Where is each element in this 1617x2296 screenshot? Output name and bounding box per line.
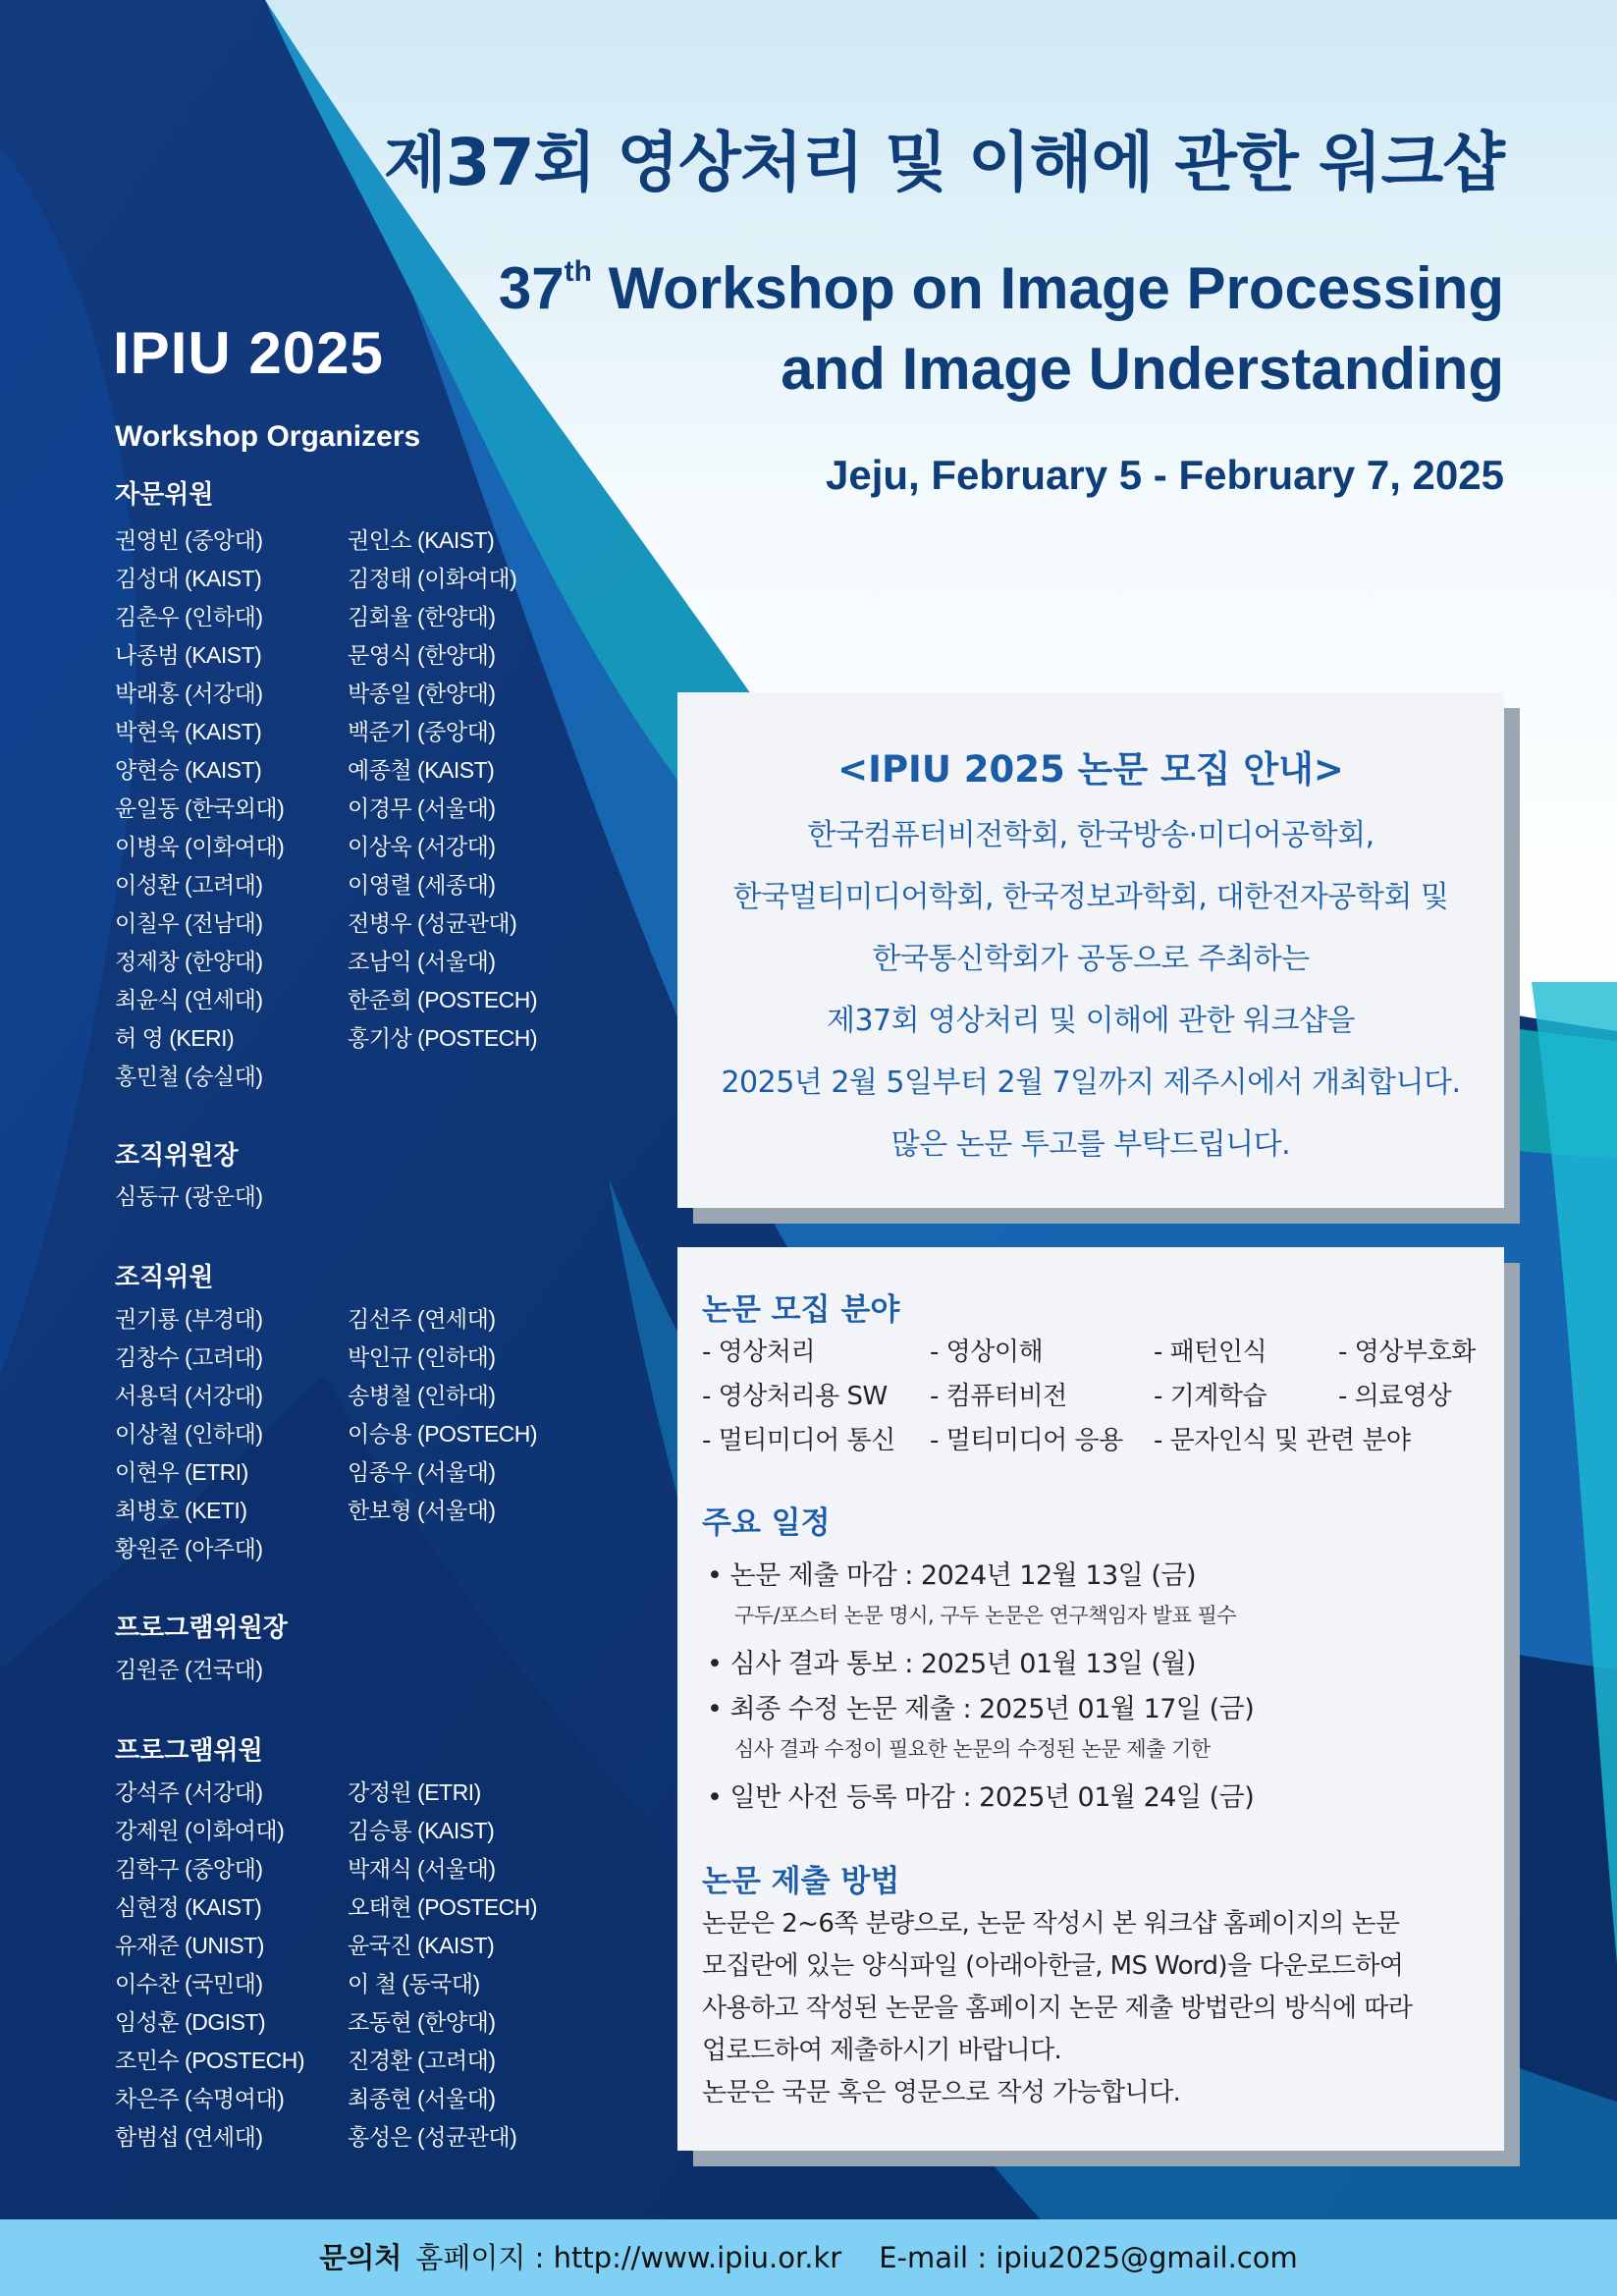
committee-member: 임성훈 (DGIST)	[115, 2009, 266, 2035]
title-en-line1-text: Workshop on Image Processing	[591, 255, 1504, 321]
schedule-item	[707, 1687, 1254, 1763]
field-item: - 영상처리	[702, 1338, 816, 1367]
committee-member: 이성환 (고려대)	[115, 872, 263, 898]
notice-panel	[677, 692, 1504, 1208]
committee-member: 최종현 (서울대)	[348, 2086, 496, 2111]
event-date: Jeju, February 5 - February 7, 2025	[826, 452, 1504, 498]
committee-title: 조직위원	[115, 1263, 214, 1292]
committee-member: 서용덕 (서강대)	[115, 1383, 263, 1408]
title-en-number: 37	[498, 255, 565, 321]
committee-list	[115, 1300, 566, 1568]
committee-row	[115, 598, 566, 636]
committee-member: 박래홍 (서강대)	[115, 681, 263, 706]
method-line: 논문은 국문 혹은 영문으로 작성 가능합니다.	[702, 2078, 1181, 2107]
committee-member: 차은주 (숙명여대)	[115, 2086, 285, 2111]
committee-member: 송병철 (인하대)	[348, 1383, 496, 1408]
fields-grid	[702, 1331, 1497, 1463]
committee-member: 김회율 (한양대)	[348, 604, 496, 629]
method-body	[702, 1903, 1487, 2114]
committee-member: 한준희 (POSTECH)	[348, 987, 538, 1012]
title-en-suffix: th	[564, 255, 592, 288]
committee-member: 홍기상 (POSTECH)	[348, 1025, 538, 1051]
title-english	[499, 232, 1504, 410]
field-item: - 영상이해	[930, 1338, 1044, 1367]
committee-member: 조민수 (POSTECH)	[115, 2048, 305, 2073]
committee-row	[115, 943, 566, 981]
fields-row	[702, 1375, 1497, 1419]
fields-title: 논문 모집 분야	[702, 1292, 900, 1328]
notice-line: 2025년 2월 5일부터 2월 7일까지 제주시에서 개최합니다.	[721, 1066, 1461, 1100]
committee-row	[115, 828, 566, 866]
committee-member: 이현우 (ETRI)	[115, 1459, 248, 1485]
committee-row	[115, 713, 566, 751]
advisory-list	[115, 521, 566, 1096]
committee-row	[115, 1492, 566, 1530]
title-english-line2: and Image Understanding	[781, 336, 1504, 402]
committee-member: 이승용 (POSTECH)	[348, 1421, 538, 1447]
brand-title: IPIU 2025	[113, 320, 384, 386]
committee-member: 정제창 (한양대)	[115, 949, 263, 974]
committee-row	[115, 1965, 566, 2003]
notice-line: 한국멀티미디어학회, 한국정보과학회, 대한전자공학회 및	[732, 880, 1449, 914]
chair-title: 조직위원장	[115, 1141, 239, 1171]
committee-member: 문영식 (한양대)	[348, 642, 496, 668]
schedule-item	[707, 1776, 1254, 1814]
committee-member: 최병호 (KETI)	[115, 1498, 247, 1523]
committee-member: 양현승 (KAIST)	[115, 757, 262, 783]
committee-member: 나종범 (KAIST)	[115, 642, 262, 668]
field-item: - 컴퓨터비전	[930, 1382, 1067, 1411]
program-title: 프로그램위원	[115, 1736, 263, 1766]
schedule-date: • 심사 결과 통보 : 2025년 01월 13일 (월)	[707, 1649, 1196, 1679]
title-korean: 제37회 영상처리 및 이해에 관한 워크샵	[383, 125, 1504, 200]
info-panel	[677, 1247, 1504, 2151]
committee-row	[115, 1927, 566, 1965]
committee-member: 한보형 (서울대)	[348, 1498, 496, 1523]
committee-row	[115, 1774, 566, 1812]
committee-member: 권인소 (KAIST)	[348, 527, 495, 553]
committee-member: 박현욱 (KAIST)	[115, 719, 262, 744]
committee-row	[115, 1300, 566, 1339]
committee-member: 이수찬 (국민대)	[115, 1971, 263, 1996]
field-item: - 영상처리용 SW	[702, 1382, 888, 1411]
schedule-note: 구두/포스터 논문 명시, 구두 논문은 연구책임자 발표 필수	[734, 1604, 1237, 1627]
committee-member: 전병우 (성균관대)	[348, 910, 517, 936]
program-list	[115, 1774, 566, 2157]
committee-row	[115, 1339, 566, 1377]
committee-row	[115, 1530, 566, 1568]
field-item: - 패턴인식	[1154, 1338, 1267, 1367]
committee-member: 백준기 (중앙대)	[348, 719, 496, 744]
organizers-column	[0, 0, 628, 2219]
email-link[interactable]: E-mail : ipiu2025@gmail.com	[879, 2241, 1298, 2274]
committee-member: 김승룡 (KAIST)	[348, 1818, 495, 1843]
contact-label: 문의처	[319, 2241, 403, 2274]
committee-member: 권영빈 (중앙대)	[115, 527, 263, 553]
committee-member: 박재식 (서울대)	[348, 1856, 496, 1882]
committee-row	[115, 2003, 566, 2042]
field-item: - 의료영상	[1338, 1382, 1452, 1411]
committee-row	[115, 751, 566, 790]
committee-row	[115, 904, 566, 943]
homepage-link[interactable]: 홈페이지 : http://www.ipiu.or.kr	[415, 2241, 842, 2274]
committee-row	[115, 1058, 566, 1096]
committee-member: 권기룡 (부경대)	[115, 1306, 263, 1332]
committee-row	[115, 866, 566, 904]
schedule-title: 주요 일정	[702, 1505, 831, 1541]
committee-member: 김성대 (KAIST)	[115, 566, 262, 591]
schedule-date: • 일반 사전 등록 마감 : 2025년 01월 24일 (금)	[707, 1782, 1255, 1813]
committee-member: 허 영 (KERI)	[115, 1025, 235, 1051]
notice-body	[677, 804, 1504, 1175]
committee-row	[115, 1812, 566, 1850]
committee-row	[115, 790, 566, 828]
committee-member: 함범섭 (연세대)	[115, 2124, 263, 2150]
committee-member: 최윤식 (연세대)	[115, 987, 263, 1012]
committee-member: 이칠우 (전남대)	[115, 910, 263, 936]
schedule-date: • 최종 수정 논문 제출 : 2025년 01월 17일 (금)	[707, 1694, 1255, 1724]
committee-member: 김선주 (연세대)	[348, 1306, 496, 1332]
committee-member: 조남익 (서울대)	[348, 949, 496, 974]
schedule-item	[707, 1642, 1196, 1680]
committee-member: 강석주 (서강대)	[115, 1779, 263, 1805]
committee-member: 이경무 (서울대)	[348, 795, 496, 821]
committee-member: 김정태 (이화여대)	[348, 566, 517, 591]
committee-row	[115, 1415, 566, 1453]
committee-row	[115, 1888, 566, 1927]
organizers-heading: Workshop Organizers	[115, 420, 421, 453]
committee-member: 조동현 (한양대)	[348, 2009, 496, 2035]
field-item: - 문자인식 및 관련 분야	[1154, 1426, 1411, 1455]
chair-list	[115, 1177, 566, 1216]
committee-member: 심동규 (광운대)	[115, 1183, 263, 1209]
committee-row	[115, 1651, 566, 1689]
schedule-note: 심사 결과 수정이 필요한 논문의 수정된 논문 제출 기한	[734, 1737, 1211, 1761]
committee-member: 윤일동 (한국외대)	[115, 795, 285, 821]
committee-row	[115, 981, 566, 1019]
notice-title: <IPIU 2025 논문 모집 안내>	[837, 748, 1344, 791]
committee-member: 이병욱 (이화여대)	[115, 834, 285, 859]
field-item: - 멀티미디어 응용	[930, 1426, 1123, 1455]
title-english-line1	[499, 232, 1504, 329]
notice-line: 한국컴퓨터비전학회, 한국방송·미디어공학회,	[807, 818, 1374, 852]
committee-row	[115, 1453, 566, 1492]
committee-member: 박종일 (한양대)	[348, 681, 496, 706]
field-item: - 기계학습	[1154, 1382, 1267, 1411]
schedule-date: • 논문 제출 마감 : 2024년 12월 13일 (금)	[707, 1560, 1196, 1591]
method-line: 모집란에 있는 양식파일 (아래아한글, MS Word)을 다운로드하여	[702, 1951, 1404, 1981]
committee-row	[115, 2118, 566, 2157]
committee-row	[115, 675, 566, 713]
fields-row	[702, 1331, 1497, 1375]
field-item: - 영상부호화	[1338, 1338, 1476, 1367]
method-line: 업로드하여 제출하시기 바랍니다.	[702, 2036, 1062, 2065]
committee-row	[115, 560, 566, 598]
committee-member: 임종우 (서울대)	[348, 1459, 496, 1485]
committee-member: 강제원 (이화여대)	[115, 1818, 285, 1843]
notice-line: 많은 논문 투고를 부탁드립니다.	[890, 1127, 1291, 1162]
program-chair-title: 프로그램위원장	[115, 1613, 288, 1643]
committee-member: 박인규 (인하대)	[348, 1344, 496, 1370]
field-item: - 멀티미디어 통신	[702, 1426, 895, 1455]
committee-member: 홍성은 (성균관대)	[348, 2124, 517, 2150]
committee-row	[115, 1019, 566, 1058]
committee-member: 강정원 (ETRI)	[348, 1779, 481, 1805]
committee-row	[115, 1850, 566, 1888]
committee-member: 김춘우 (인하대)	[115, 604, 263, 629]
committee-member: 윤국진 (KAIST)	[348, 1933, 495, 1958]
committee-row	[115, 2080, 566, 2118]
committee-member: 김원준 (건국대)	[115, 1657, 263, 1682]
notice-line: 한국통신학회가 공동으로 주최하는	[872, 942, 1310, 976]
committee-member: 이상철 (인하대)	[115, 1421, 263, 1447]
committee-row	[115, 1177, 566, 1216]
committee-member: 이 철 (동국대)	[348, 1971, 480, 1996]
committee-member: 이영렬 (세종대)	[348, 872, 496, 898]
committee-member: 이상욱 (서강대)	[348, 834, 496, 859]
committee-row	[115, 636, 566, 675]
program-chair-list	[115, 1651, 566, 1689]
committee-member: 홍민철 (숭실대)	[115, 1064, 263, 1089]
committee-member: 심현정 (KAIST)	[115, 1894, 262, 1920]
method-title: 논문 제출 방법	[702, 1864, 900, 1899]
method-line: 사용하고 작성된 논문을 홈페이지 논문 제출 방법란의 방식에 따라	[702, 1994, 1413, 2023]
committee-member: 오태현 (POSTECH)	[348, 1894, 538, 1920]
fields-row	[702, 1419, 1497, 1463]
committee-member: 김창수 (고려대)	[115, 1344, 263, 1370]
committee-member: 김학구 (중앙대)	[115, 1856, 263, 1882]
notice-line: 제37회 영상처리 및 이해에 관한 워크샵을	[826, 1004, 1356, 1038]
committee-member: 예종철 (KAIST)	[348, 757, 495, 783]
committee-row	[115, 1377, 566, 1415]
committee-row	[115, 521, 566, 560]
committee-member: 유재준 (UNIST)	[115, 1933, 264, 1958]
method-line: 논문은 2~6쪽 분량으로, 논문 작성시 본 워크샵 홈페이지의 논문	[702, 1909, 1400, 1939]
committee-member: 황원준 (아주대)	[115, 1536, 263, 1561]
committee-member: 진경환 (고려대)	[348, 2048, 496, 2073]
schedule-item	[707, 1554, 1236, 1629]
contact-footer	[0, 2219, 1617, 2296]
committee-row	[115, 2042, 566, 2080]
advisory-title: 자문위원	[115, 480, 214, 510]
